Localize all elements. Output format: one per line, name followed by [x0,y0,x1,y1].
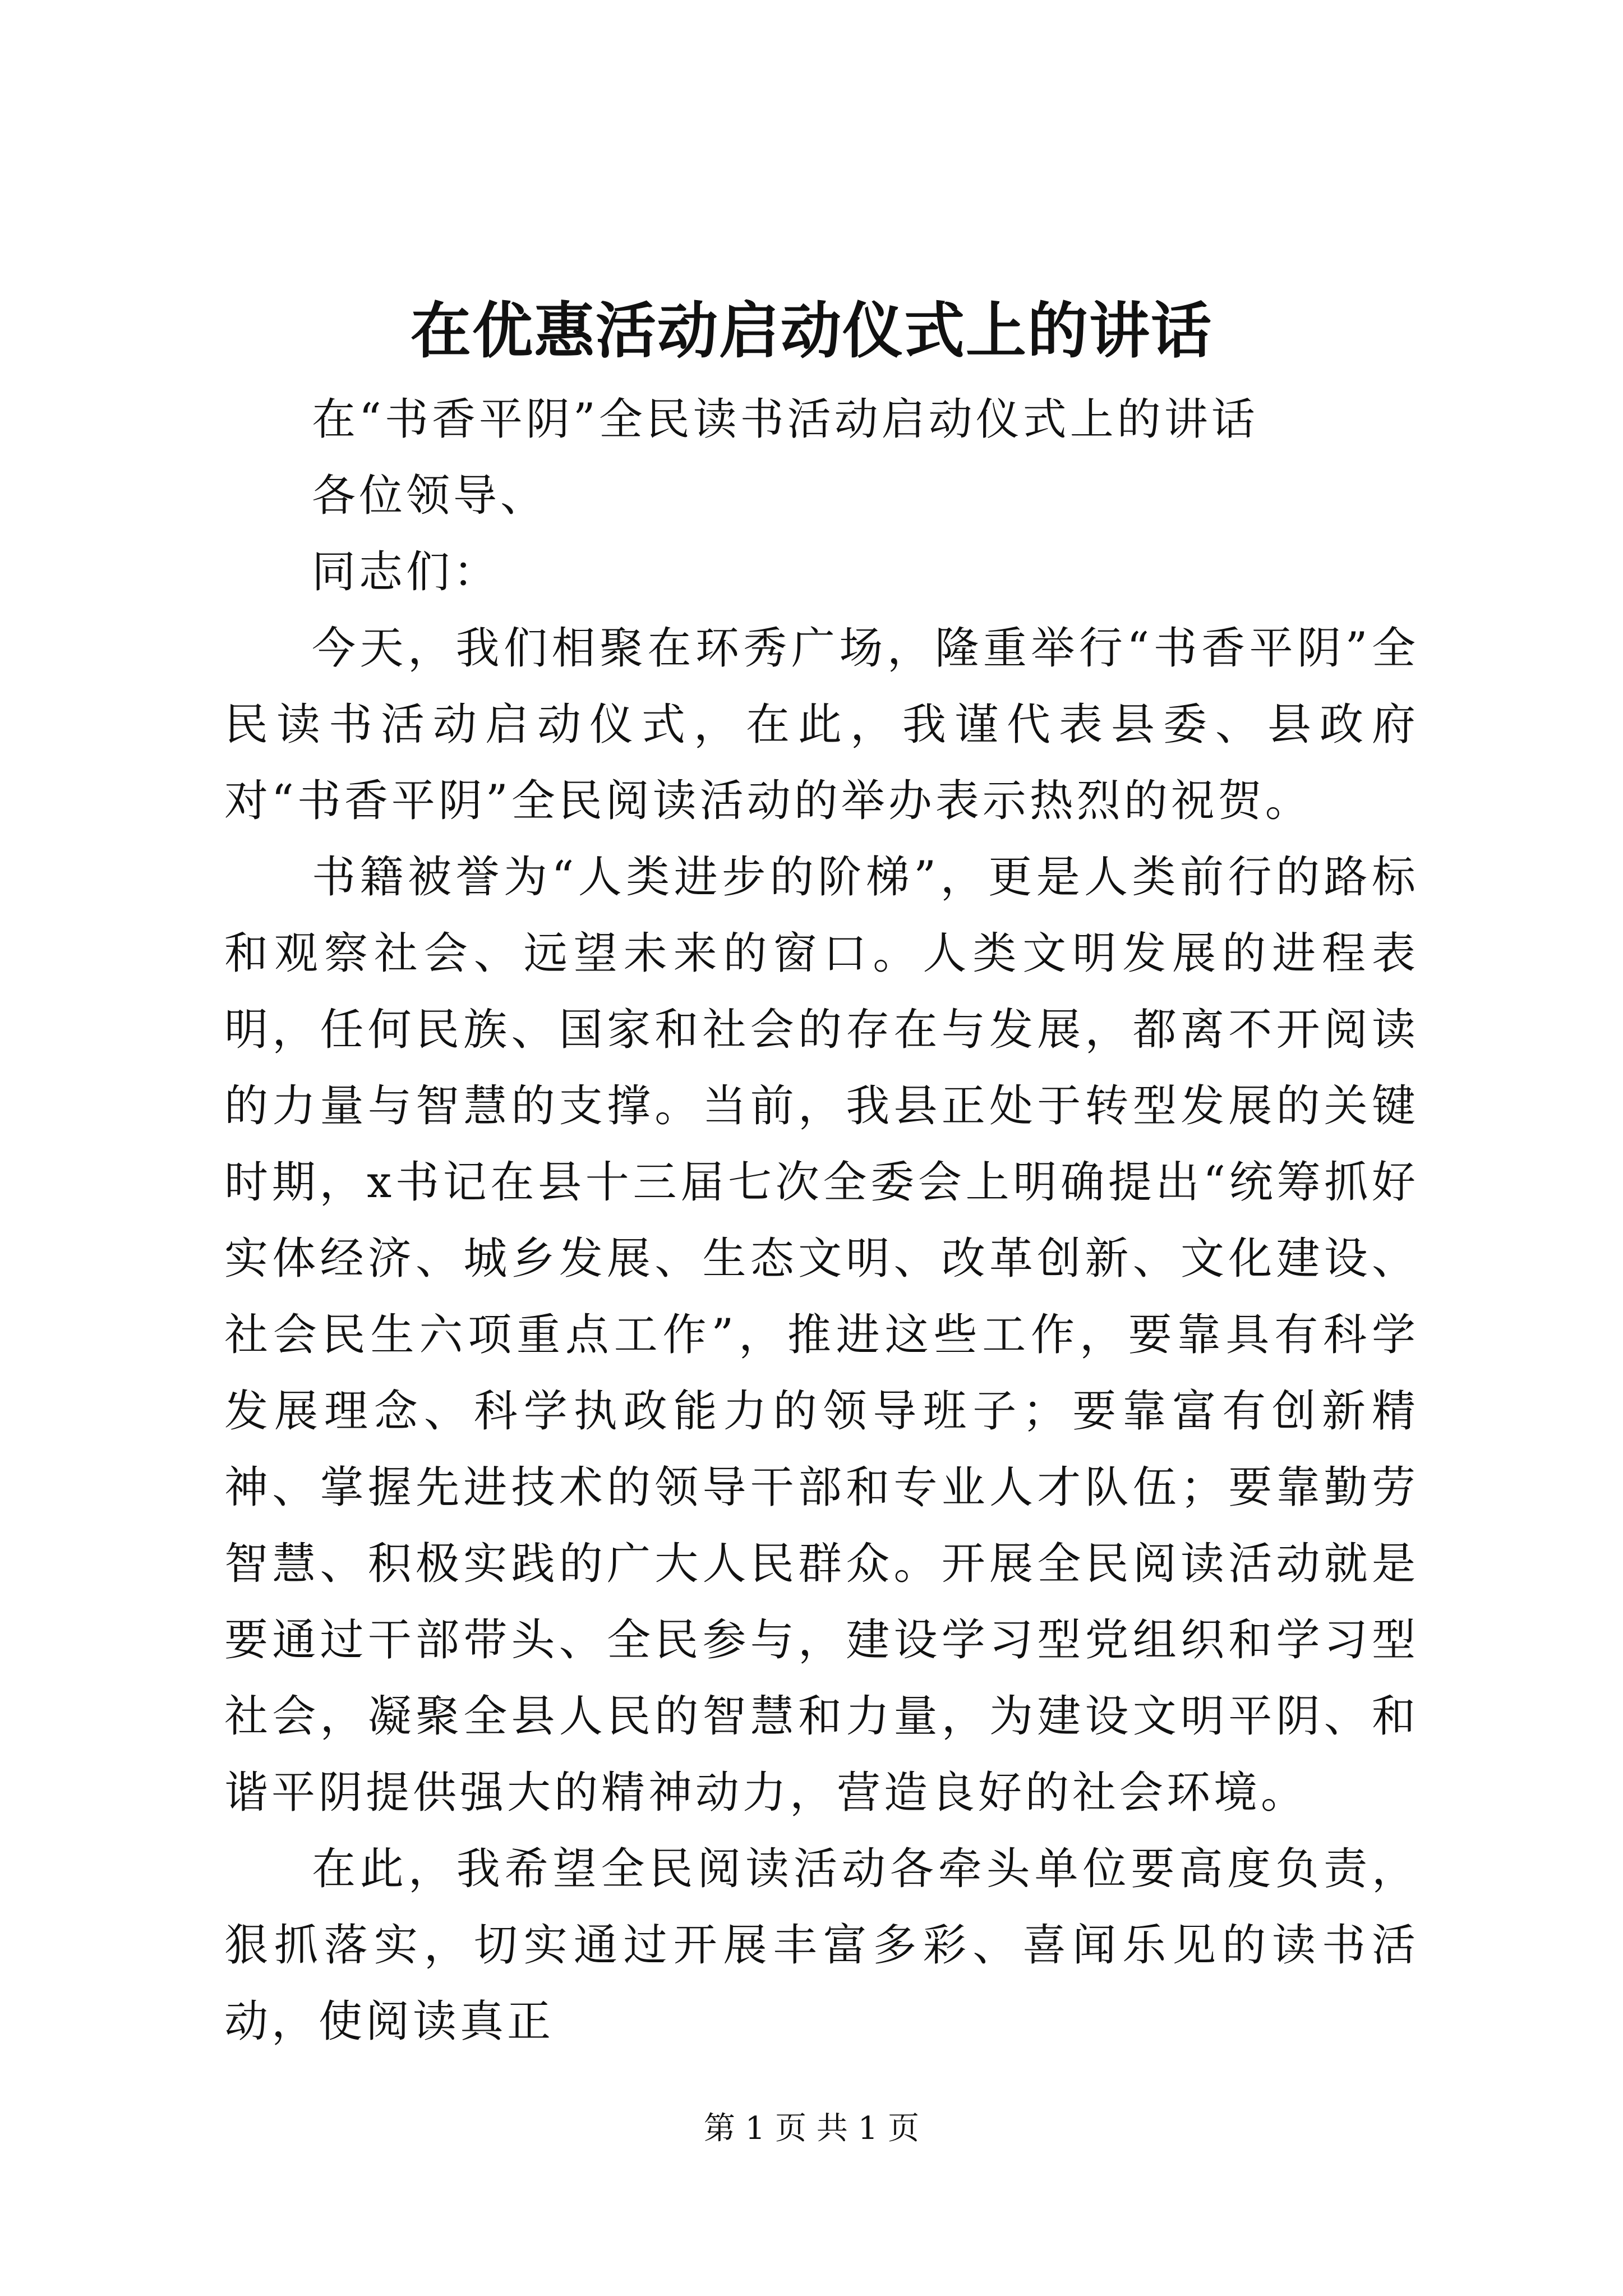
body-paragraph-books: 书籍被誉为“人类进步的阶梯”，更是人类前行的路标和观察社会、远望未来的窗口。人类文明发展的进程表明，任何民族、国家和社会的存在与发展，都离不开阅读的力量与智慧的支撑。当前，我县正处于转型发展的关键时期，x书记在县十三届七次全委会上明确提出“统筹抓好实体经济、城乡发展、生态文明、改革创新、文化建设、社会民生六项重点工作”，推进这些工作，要靠具有科学发展理念、科学执政能力的领导班子；要靠富有创新精神、掌握先进技术的领导干部和专业人才队伍；要靠勤劳智慧、积极实践的广大人民群众。开展全民阅读活动就是要通过干部带头、全民参与，建设学习型党组织和学习型社会，凝聚全县人民的智慧和力量，为建设文明平阴、和谐平阴提供强大的精神动力，营造良好的社会环境。 [224,852,1419,1818]
subtitle-paragraph: 在“书香平阴”全民读书活动启动仪式上的讲话 [312,394,1258,445]
salutation-comrades: 同志们： [312,547,501,597]
page-footer: 第 1 页 共 1 页 [703,2110,920,2147]
salutation-leaders: 各位领导、 [312,471,548,521]
body-paragraph-opening: 今天，我们相聚在环秀广场，隆重举行“书香平阴”全民读书活动启动仪式，在此，我谨代表县委、县政府对“书香平阴”全民阅读活动的举办表示热烈的祝贺。 [224,623,1419,826]
body-paragraph-expectations: 在此，我希望全民阅读活动各牵头单位要高度负责，狠抓落实，切实通过开展丰富多彩、喜闻乐见的读书活动，使阅读真正 [224,1844,1419,2047]
document-body [224,381,1419,2060]
document-title: 在优惠活动启动仪式上的讲话 [410,296,1212,366]
